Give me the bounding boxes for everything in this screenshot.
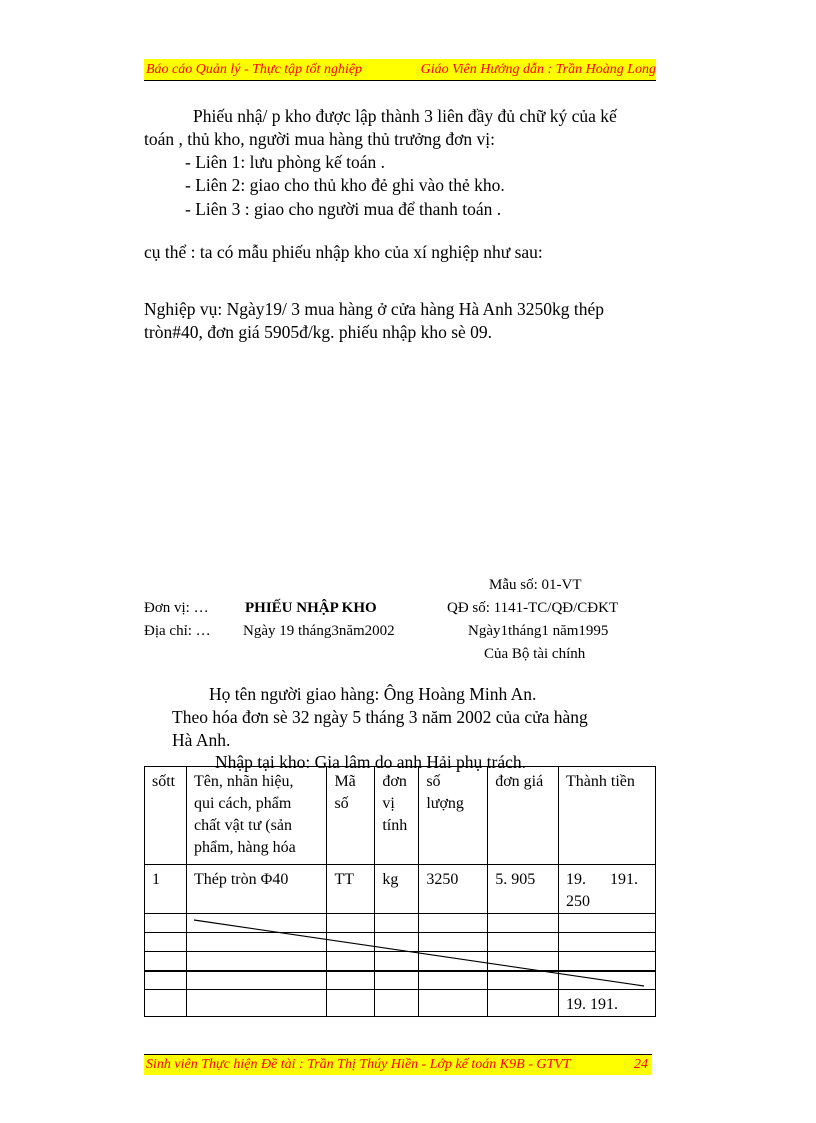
table-total-row <box>145 990 656 1017</box>
example-intro: cụ thể : ta có mẫu phiếu nhập kho của xí nghiệp như sau: <box>144 242 543 262</box>
cell-total: 19. 191. <box>559 990 656 1017</box>
decision-number: QĐ số: 1141-TC/QĐ/CĐKT <box>447 600 619 616</box>
header-code: Mã số <box>327 767 375 865</box>
header-price: đơn giá <box>488 767 559 865</box>
table-row-empty <box>145 971 656 990</box>
header-quantity: số lượng <box>419 767 488 865</box>
invoice-line-1: Theo hóa đơn sè 32 ngày 5 tháng 3 năm 2002 của cửa hàng <box>172 707 588 727</box>
cell-name: Thép tròn Φ40 <box>186 865 326 914</box>
cell-price: 5. 905 <box>488 865 559 914</box>
cell-unit: kg <box>375 865 419 914</box>
decision-date: Ngày1tháng1 năm1995 <box>468 623 609 639</box>
page-header <box>144 59 656 81</box>
issuer: Của Bộ tài chính <box>484 646 586 662</box>
invoice-line-2: Hà Anh. <box>172 730 231 750</box>
cell-quantity: 3250 <box>419 865 488 914</box>
list-item: - Liên 2: giao cho thủ kho đẻ ghi vào thẻ kho. <box>185 175 505 195</box>
header-unit: đơn vị tính <box>375 767 419 865</box>
deliverer-line: Họ tên người giao hàng: Ông Hoàng Minh An. <box>209 684 537 704</box>
page-number: 24 <box>634 1057 648 1072</box>
table-row-empty <box>145 952 656 971</box>
warehouse-line: Nhập tại kho: Gia lâm do anh Hải phụ trách. <box>215 752 527 772</box>
table-row <box>145 865 656 914</box>
unit-label: Đơn vị: … <box>144 600 209 616</box>
transaction-line-1: Nghiệp vụ: Ngày19/ 3 mua hàng ở cửa hàng Hà Anh 3250kg thép <box>144 299 605 319</box>
form-date: Ngày 19 tháng3năm2002 <box>243 623 395 639</box>
header-instructor: Giáo Viên Hướng dẫn : Trần Hoàng Long <box>420 62 656 77</box>
table-header-row <box>145 767 656 865</box>
receipt-table <box>144 766 656 1017</box>
page-footer <box>144 1054 652 1075</box>
form-title: PHIẾU NHẬP KHO <box>245 600 377 616</box>
list-item: - Liên 1: lưu phòng kế toán . <box>185 152 386 172</box>
receipt-table-wrapper <box>144 766 656 1013</box>
transaction-line-2: tròn#40, đơn giá 5905đ/kg. phiếu nhập kho sè 09. <box>144 322 493 342</box>
footer-author: Sinh viên Thực hiện Đề tài : Trần Thị Thúy Hiền - Lớp kế toán K9B - GTVT <box>146 1057 571 1072</box>
intro-line-2: toán , thủ kho, người mua hàng thủ trưởng đơn vị: <box>144 129 496 149</box>
address-label: Địa chỉ: … <box>144 623 211 639</box>
list-item: - Liên 3 : giao cho người mua để thanh toán . <box>185 199 502 219</box>
intro-line-1: Phiếu nhậ/ p kho được lập thành 3 liên đầy đủ chữ ký của kế <box>193 106 617 126</box>
header-report-title: Báo cáo Quản lý - Thực tập tốt nghiệp <box>146 62 363 77</box>
table-row-empty <box>145 914 656 933</box>
header-stt: sốtt <box>145 767 187 865</box>
header-name: Tên, nhãn hiệu, qui cách, phẩm chất vật tư (sản phẩm, hàng hóa <box>186 767 326 865</box>
header-amount: Thành tiền <box>559 767 656 865</box>
cell-code: TT <box>327 865 375 914</box>
table-row-empty <box>145 933 656 952</box>
form-number: Mẫu số: 01-VT <box>489 577 582 593</box>
cell-amount: 19. 191. 250 <box>559 865 656 914</box>
cell-stt: 1 <box>145 865 187 914</box>
